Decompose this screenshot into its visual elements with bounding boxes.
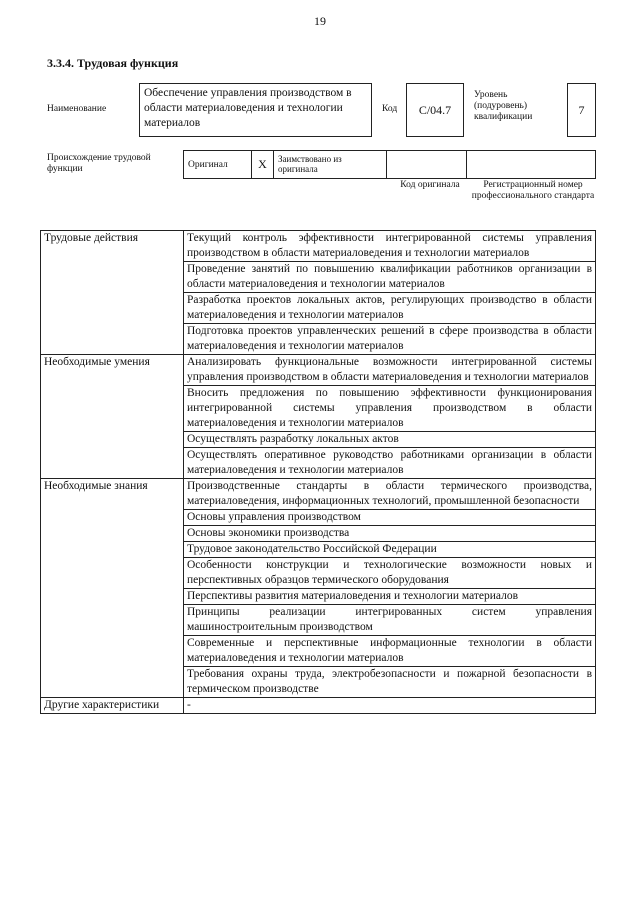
page-number: 19 xyxy=(314,14,326,28)
table-row xyxy=(41,698,596,714)
item-text: Основы экономики производства xyxy=(184,526,596,542)
section-title: 3.3.4. Трудовая функция xyxy=(47,56,179,70)
item-text: Анализировать функциональные возможности интегрированной системы управления производством в области материаловедения и технологии материалов xyxy=(184,355,596,386)
item-text: Подготовка проектов управленческих решений в сфере производства в области материаловедения и технологии материалов xyxy=(184,324,596,355)
function-code-value: С/04.7 xyxy=(406,83,464,137)
item-text: Требования охраны труда, электробезопасности и пожарной безопасности в термическом производстве xyxy=(184,667,596,698)
original-code-cell xyxy=(387,151,467,178)
level-value: 7 xyxy=(567,83,596,137)
item-text: Принципы реализации интегрированных систем управления машиностроительным производством xyxy=(184,605,596,636)
reg-number-caption: Регистрационный номер профессионального стандарта xyxy=(471,180,595,201)
function-details-table xyxy=(40,230,596,714)
item-text: Трудовое законодательство Российской Федерации xyxy=(184,542,596,558)
category-label: Необходимые знания xyxy=(41,479,184,698)
reg-number-cell xyxy=(467,151,595,178)
item-text: Современные и перспективные информационные технологии в области материаловедения и технологии материалов xyxy=(184,636,596,667)
borrowed-label: Заимствовано из оригинала xyxy=(274,151,387,178)
item-text: Перспективы развития материаловедения и технологии материалов xyxy=(184,589,596,605)
table-row xyxy=(41,231,596,262)
item-text: Разработка проектов локальных актов, регулирующих производство в области материаловедения и технологии материалов xyxy=(184,293,596,324)
category-label: Необходимые умения xyxy=(41,355,184,479)
category-label: Другие характеристики xyxy=(41,698,184,714)
name-label: Наименование xyxy=(47,104,107,114)
item-text: Вносить предложения по повышению эффективности функционирования интегрированной системы управления производством в области материаловедения и технологии материалов xyxy=(184,386,596,432)
item-text: Осуществлять разработку локальных актов xyxy=(184,432,596,448)
item-text: Текущий контроль эффективности интегрированной системы управления производством в области материаловедения и технологии материалов xyxy=(184,231,596,262)
level-label: Уровень (подуровень) квалификации xyxy=(474,90,533,122)
table-row xyxy=(41,355,596,386)
item-text: Основы управления производством xyxy=(184,510,596,526)
item-text: Производственные стандарты в области термического производства, материаловедения, информационных технологий, промышленной безопасности xyxy=(184,479,596,510)
item-text: Осуществлять оперативное руководство работниками организации в области материаловедения и технологии материалов xyxy=(184,448,596,479)
item-text: Особенности конструкции и технологические возможности новых и перспективных образцов термического оборудования xyxy=(184,558,596,589)
item-text: - xyxy=(184,698,596,714)
item-text: Проведение занятий по повышению квалификации работников организации в области материаловедения и технологии материалов xyxy=(184,262,596,293)
code-label: Код xyxy=(382,104,398,114)
table-row xyxy=(41,479,596,510)
original-label: Оригинал xyxy=(184,151,252,178)
category-label: Трудовые действия xyxy=(41,231,184,355)
origin-row xyxy=(183,150,596,179)
origin-label: Происхождение трудовой функции xyxy=(47,153,151,174)
code-original-caption: Код оригинала xyxy=(400,180,460,190)
function-name-value: Обеспечение управления производством в области материаловедения и технологии материалов xyxy=(139,83,372,137)
original-mark: X xyxy=(252,151,274,178)
